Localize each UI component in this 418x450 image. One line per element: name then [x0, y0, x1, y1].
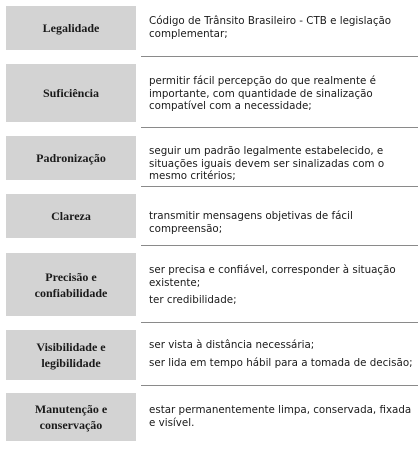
- description-text: permitir fácil percepção do que realmente é importante, com quantidade de sinalização compatível com a necessidade;: [149, 75, 376, 112]
- principle-label: Manutenção e conservação: [34, 402, 108, 432]
- description-text: transmitir mensagens objetivas de fácil compreensão;: [149, 210, 353, 235]
- principle-label-box: [6, 64, 136, 122]
- principle-label: Precisão e confiabilidade: [34, 269, 108, 300]
- row-divider: [141, 56, 418, 57]
- principle-description: [149, 210, 417, 235]
- principle-label-box: [6, 136, 136, 180]
- row-divider: [141, 186, 418, 187]
- description-text: ser vista à distância necessária;: [149, 339, 315, 351]
- principle-label: Legalidade: [42, 21, 100, 35]
- description-text: seguir um padrão legalmente estabelecido, e situações iguais devem ser sinalizadas com o mesmo critérios;: [149, 145, 385, 182]
- description-text: estar permanentemente limpa, conservada, fixada e visível.: [149, 404, 412, 429]
- principle-label: Padronização: [36, 151, 106, 165]
- principle-label-box: [6, 194, 136, 238]
- description-text: Código de Trânsito Brasileiro - CTB e legislação complementar;: [149, 15, 392, 40]
- principle-label-box: [6, 393, 136, 441]
- principle-label-box: [6, 253, 136, 316]
- row-divider: [141, 322, 418, 323]
- principle-description: [149, 75, 417, 113]
- description-text: ser precisa e confiável, corresponder à situação existente;: [149, 264, 396, 289]
- principle-description: [149, 15, 417, 40]
- principle-description: [149, 145, 417, 183]
- row-divider: [141, 245, 418, 246]
- principle-label: Visibilidade e legibilidade: [36, 340, 106, 370]
- principle-label-box: [6, 6, 136, 50]
- row-divider: [141, 385, 418, 386]
- principle-label: Clareza: [51, 209, 91, 223]
- description-text: ser lida em tempo hábil para a tomada de decisão;: [149, 356, 413, 369]
- principle-description: [149, 404, 417, 429]
- principle-label-box: [6, 330, 136, 380]
- principle-label: Suficiência: [43, 86, 99, 100]
- row-divider: [141, 127, 418, 128]
- principle-description: [149, 264, 417, 307]
- description-text: ter credibilidade;: [149, 294, 237, 306]
- principle-description: [149, 339, 417, 369]
